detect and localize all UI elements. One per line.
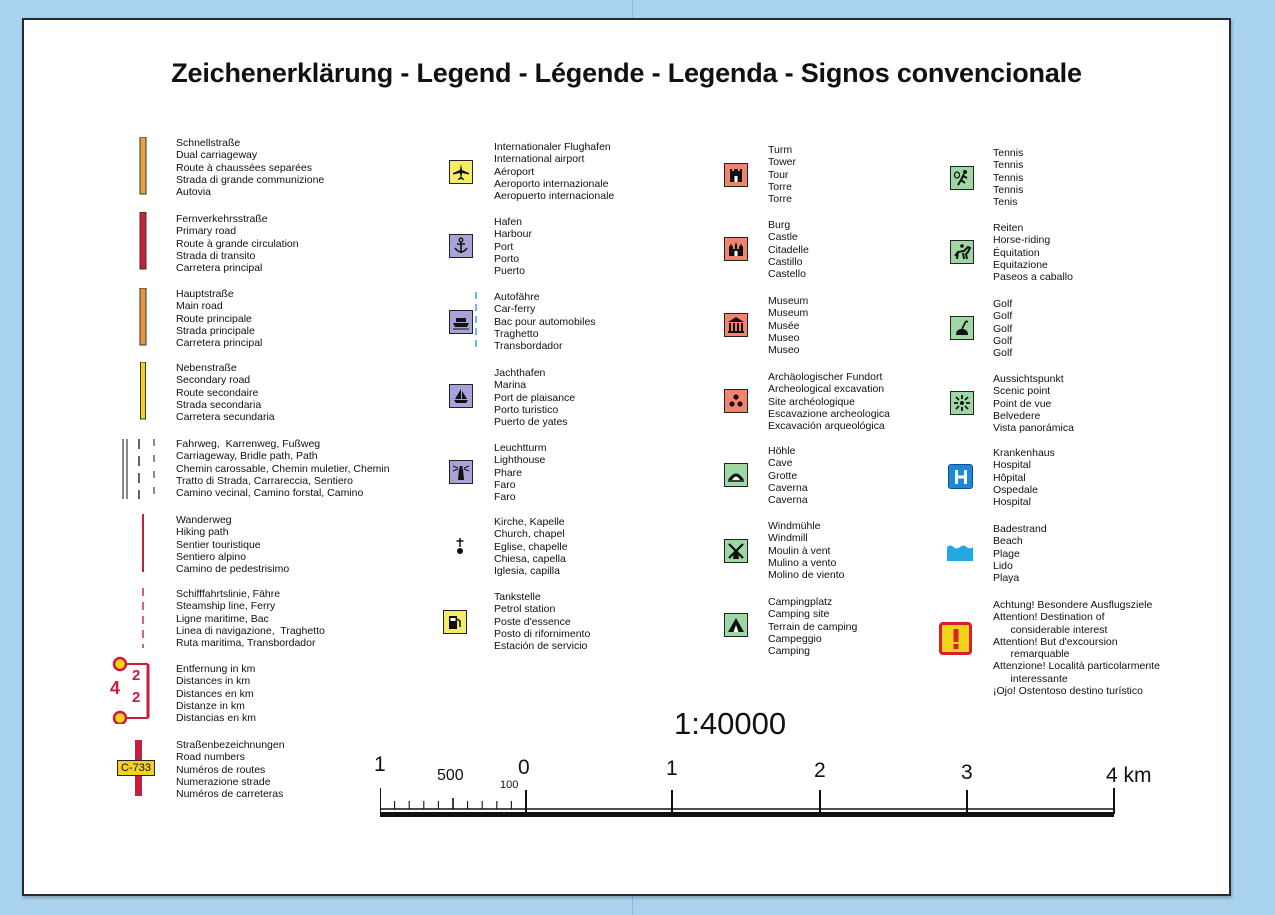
horse-riding-icon xyxy=(950,240,974,264)
col1-entry-text xyxy=(176,739,285,800)
legend-line: Petrol station xyxy=(494,603,556,616)
legend-line: Tennis xyxy=(993,171,1024,184)
legend-line: Golf xyxy=(993,310,1013,323)
legend-line: Distanze in km xyxy=(176,699,245,712)
distance-number: 2 xyxy=(132,689,141,706)
legend-line: Reiten xyxy=(993,222,1024,234)
legend-line: Road numbers xyxy=(176,751,245,764)
legend-line: Musée xyxy=(768,319,800,332)
col2-entry-text xyxy=(494,516,568,577)
legend-line: Numéros de routes xyxy=(176,763,266,776)
scale-label-1: 1 xyxy=(666,757,678,780)
scale-label-3: 3 xyxy=(961,761,973,784)
legend-line: Porto xyxy=(494,252,520,265)
legend-line: Tennis xyxy=(993,183,1024,196)
legend-line: Campeggio xyxy=(768,632,822,645)
col1-entry-text xyxy=(176,137,324,198)
legend-line: Jachthafen xyxy=(494,367,546,379)
car-ferry-icon xyxy=(449,310,473,334)
col4-entry-text xyxy=(993,147,1023,208)
col3-entry-text xyxy=(768,371,890,432)
col1-entry-text xyxy=(176,663,256,724)
legend-line: Windmill xyxy=(768,532,808,545)
legend-line: Hospital xyxy=(993,496,1031,509)
excavation-icon xyxy=(724,389,748,413)
windmill-icon xyxy=(724,539,748,563)
legend-line: Ruta maritima, Transbordador xyxy=(176,637,316,650)
church-icon xyxy=(453,538,467,565)
carriageway-path-symbol xyxy=(118,439,158,504)
legend-sheet xyxy=(22,18,1231,896)
legend-line: Port de plaisance xyxy=(494,391,576,404)
legend-line: Turm xyxy=(768,144,793,156)
legend-line: Torre xyxy=(768,180,792,193)
legend-line: Tennis xyxy=(993,147,1024,159)
legend-line: Hôpital xyxy=(993,471,1026,484)
legend-line: considerable interest xyxy=(993,623,1108,636)
legend-line: Poste d'essence xyxy=(494,615,571,628)
legend-line: Car-ferry xyxy=(494,303,536,316)
distance-number: 4 xyxy=(110,678,121,698)
petrol-pump-icon xyxy=(443,610,467,634)
primary-road-symbol xyxy=(138,212,150,275)
legend-line: Equitazione xyxy=(993,258,1048,271)
scale-bar-graphic xyxy=(380,760,1120,820)
col1-entry-text xyxy=(176,438,390,499)
legend-line: Puerto de yates xyxy=(494,416,568,429)
scale-bar xyxy=(380,760,1120,820)
steamship-line-symbol xyxy=(139,588,149,653)
legend-line: Golf xyxy=(993,298,1013,310)
legend-line: Beach xyxy=(993,535,1023,548)
legend-line: Golf xyxy=(993,347,1013,360)
col1-entry-text xyxy=(176,514,289,575)
anchor-icon xyxy=(449,234,473,258)
legend-line: Terrain de camping xyxy=(768,620,858,633)
legend-line: Aeropuerto internacionale xyxy=(494,190,615,203)
legend-line: Paseos a caballo xyxy=(993,271,1073,284)
legend-line: Tenis xyxy=(993,196,1018,209)
col3-entry-text xyxy=(768,596,857,657)
legend-line: Hiking path xyxy=(176,526,229,539)
col2-entry-text xyxy=(494,367,575,428)
col2-entry-text xyxy=(494,442,547,503)
legend-line: Strada di grande communizione xyxy=(176,173,325,186)
legend-line: Traghetto xyxy=(494,327,539,340)
legend-line: Numéros de carreteras xyxy=(176,788,284,801)
legend-line: Plage xyxy=(993,547,1020,560)
scale-label-left: 1 xyxy=(374,753,386,776)
legend-line: Camping site xyxy=(768,608,830,621)
legend-line: Bac pour automobiles xyxy=(494,315,596,328)
legend-line: Route secondaire xyxy=(176,386,259,399)
attention-icon xyxy=(939,622,972,655)
legend-line: Lido xyxy=(993,559,1013,572)
beach-icon xyxy=(947,541,973,568)
legend-line: Tour xyxy=(768,168,789,181)
legend-line: Schnellstraße xyxy=(176,137,241,149)
col4-entry-text xyxy=(993,599,1160,697)
col3-entry-text xyxy=(768,219,809,280)
legend-line: Linea di navigazione, Traghetto xyxy=(176,624,325,637)
legend-line: Carretera secundaria xyxy=(176,411,275,424)
legend-line: Posto di rifornimento xyxy=(494,627,591,640)
legend-line: remarquable xyxy=(993,648,1070,661)
legend-line: Grotte xyxy=(768,469,798,482)
legend-line: Castle xyxy=(768,231,798,244)
col3-entry-text xyxy=(768,520,844,581)
col2-entry-text xyxy=(494,591,590,652)
legend-line: Carretera principal xyxy=(176,262,263,275)
legend-line: Chemin carossable, Chemin muletier, Chemin xyxy=(176,462,390,475)
legend-line: Équitation xyxy=(993,246,1040,259)
legend-line: Camino vecinal, Camino forstal, Camino xyxy=(176,487,364,500)
legend-line: Church, chapel xyxy=(494,528,565,541)
col1-entry-text xyxy=(176,362,275,423)
legend-line: Strada secondaria xyxy=(176,398,262,411)
legend-line: Caverna xyxy=(768,481,808,494)
scale-label-500: 500 xyxy=(437,767,464,784)
castle-icon xyxy=(724,237,748,261)
legend-line: Vista panorámica xyxy=(993,422,1074,435)
legend-line: Burg xyxy=(768,219,791,231)
legend-line: Harbour xyxy=(494,228,532,241)
legend-line: Dual carriageway xyxy=(176,149,258,162)
legend-line: Cave xyxy=(768,457,793,470)
legend-line: Fernverkehrsstraße xyxy=(176,213,268,225)
legend-line: Aeroporto internazionale xyxy=(494,177,609,190)
col4-entry-text xyxy=(993,222,1073,283)
legend-line: Primary road xyxy=(176,225,237,238)
legend-line: Badestrand xyxy=(993,523,1047,535)
legend-line: Tankstelle xyxy=(494,591,541,603)
legend-line: Museum xyxy=(768,307,809,320)
legend-line: Belvedere xyxy=(993,409,1041,422)
legend-line: Tratto di Strada, Carrareccia, Sentiero xyxy=(176,474,354,487)
legend-line: Distances en km xyxy=(176,687,254,700)
legend-line: Museo xyxy=(768,331,800,344)
distance-number: 2 xyxy=(132,667,141,684)
col1-entry-text xyxy=(176,588,325,649)
legend-line: Carretera principal xyxy=(176,337,263,350)
legend-line: Route à grande circulation xyxy=(176,237,299,250)
col4-entry-text xyxy=(993,373,1074,434)
legend-line: Moulin à vent xyxy=(768,544,831,557)
legend-line: Leuchtturm xyxy=(494,442,547,454)
legend-line: Nebenstraße xyxy=(176,362,237,374)
legend-line: Numerazione strade xyxy=(176,775,271,788)
museum-icon xyxy=(724,313,748,337)
legend-line: Lighthouse xyxy=(494,454,546,467)
legend-line: Camping xyxy=(768,645,811,658)
legend-line: Site archéologique xyxy=(768,395,855,408)
col2-entry-text xyxy=(494,291,596,352)
legend-line: Faro xyxy=(494,478,516,491)
sailboat-icon xyxy=(449,384,473,408)
legend-line: Straßenbezeichnungen xyxy=(176,739,285,751)
legend-title: Zeichenerklärung - Legend - Légende - Legenda - Signos convencionale xyxy=(171,58,1082,88)
legend-line: Internationaler Flughafen xyxy=(494,141,611,153)
col4-entry-text xyxy=(993,523,1047,584)
main-road-symbol xyxy=(138,288,150,351)
col1-entry-text xyxy=(176,213,299,274)
legend-line: Krankenhaus xyxy=(993,447,1055,459)
legend-line: Archäologischer Fundort xyxy=(768,371,883,383)
legend-line: Windmühle xyxy=(768,520,821,532)
col4-entry-text xyxy=(993,447,1055,508)
legend-line: Aussichtspunkt xyxy=(993,373,1064,385)
scale-label-100: 100 xyxy=(500,779,519,791)
legend-line: Campingplatz xyxy=(768,596,833,608)
legend-line: Tower xyxy=(768,156,797,169)
legend-line: ¡Ojo! Ostentoso destino turístico xyxy=(993,685,1143,698)
legend-line: Hafen xyxy=(494,216,523,228)
legend-line: Distancias en km xyxy=(176,712,256,725)
legend-line: Steamship line, Ferry xyxy=(176,600,276,613)
car-ferry-route-line xyxy=(474,292,480,357)
legend-line: Point de vue xyxy=(993,397,1052,410)
legend-line: Playa xyxy=(993,572,1020,585)
col3-entry-text xyxy=(768,445,808,506)
tennis-icon xyxy=(950,166,974,190)
legend-line: Sentiero alpino xyxy=(176,550,247,563)
legend-line: Mulino a vento xyxy=(768,556,837,569)
legend-line: Ligne maritime, Bac xyxy=(176,612,269,625)
legend-line: Marina xyxy=(494,379,527,392)
legend-line: Archeological excavation xyxy=(768,383,885,396)
legend-line: Achtung! Besondere Ausflugsziele xyxy=(993,599,1153,611)
legend-line: Autofähre xyxy=(494,291,540,303)
legend-line: Route à chaussées separées xyxy=(176,161,313,174)
legend-line: Schifffahrtslinie, Fähre xyxy=(176,588,281,600)
golf-icon xyxy=(950,316,974,340)
legend-line: Höhle xyxy=(768,445,796,457)
legend-line: Caverna xyxy=(768,494,808,507)
legend-line: interessante xyxy=(993,672,1068,685)
col3-entry-text xyxy=(768,144,796,205)
legend-line: Strada di transito xyxy=(176,249,256,262)
col2-entry-text xyxy=(494,216,532,277)
tower-icon xyxy=(724,163,748,187)
legend-line: Attention! But d'excoursion xyxy=(993,635,1118,648)
legend-line: Golf xyxy=(993,322,1013,335)
legend-line: Hospital xyxy=(993,459,1031,472)
col1-entry-text xyxy=(176,288,262,349)
legend-line: International airport xyxy=(494,153,585,166)
legend-line: Aéroport xyxy=(494,165,535,178)
legend-line: Strada principale xyxy=(176,324,255,337)
col2-entry-text xyxy=(494,141,614,202)
legend-line: Museo xyxy=(768,344,800,357)
legend-line: Attenzione! Località particolarmente xyxy=(993,660,1160,673)
scale-label-0: 0 xyxy=(518,756,530,779)
legend-line: Golf xyxy=(993,334,1013,347)
legend-line: Museum xyxy=(768,295,809,307)
legend-line: Castello xyxy=(768,268,806,281)
scale-label-2: 2 xyxy=(814,759,826,782)
legend-line: Distances in km xyxy=(176,675,251,688)
legend-line: Porto turistico xyxy=(494,403,559,416)
legend-line: Hauptstraße xyxy=(176,288,234,300)
legend-line: Horse-riding xyxy=(993,234,1051,247)
col4-entry-text xyxy=(993,298,1012,359)
secondary-road-symbol xyxy=(138,362,150,425)
legend-line: Port xyxy=(494,240,514,253)
legend-line: Torre xyxy=(768,193,792,206)
legend-line: Carriageway, Bridle path, Path xyxy=(176,450,318,463)
legend-line: Escavazione archeologica xyxy=(768,407,890,420)
legend-line: Citadelle xyxy=(768,243,809,256)
airplane-icon xyxy=(449,160,473,184)
legend-line: Secondary road xyxy=(176,374,251,387)
legend-line: Main road xyxy=(176,300,223,313)
legend-line: Autovia xyxy=(176,186,212,199)
hospital-icon xyxy=(948,464,973,489)
scale-ratio: 1:40000 xyxy=(674,706,787,741)
legend-line: Molino de viento xyxy=(768,569,845,582)
legend-line: Entfernung in km xyxy=(176,663,256,675)
legend-line: Castillo xyxy=(768,255,803,268)
legend-line: Sentier touristique xyxy=(176,538,261,551)
legend-line: Kirche, Kapelle xyxy=(494,516,565,528)
legend-line: Iglesia, capilla xyxy=(494,565,560,578)
road-number-badge: C-733 xyxy=(117,760,155,776)
col3-entry-text xyxy=(768,295,808,356)
legend-line: Faro xyxy=(494,491,516,504)
lighthouse-icon xyxy=(449,460,473,484)
legend-line: Transbordador xyxy=(494,340,563,353)
legend-line: Puerto xyxy=(494,265,525,278)
scenic-point-icon xyxy=(950,391,974,415)
legend-line: Scenic point xyxy=(993,385,1051,398)
legend-line: Attention! Destination of xyxy=(993,611,1105,624)
legend-line: Route principale xyxy=(176,312,252,325)
legend-line: Eglise, chapelle xyxy=(494,540,568,553)
legend-line: Tennis xyxy=(993,159,1024,172)
legend-line: Wanderweg xyxy=(176,514,232,526)
cave-icon xyxy=(724,463,748,487)
scale-label-4km: 4 km xyxy=(1106,764,1152,787)
legend-line: Ospedale xyxy=(993,483,1038,496)
legend-line: Excavación arqueológica xyxy=(768,420,885,433)
legend-line: Camino de pedestrisimo xyxy=(176,563,290,576)
camping-tent-icon xyxy=(724,613,748,637)
hiking-path-symbol xyxy=(139,514,149,579)
legend-line: Estación de servicio xyxy=(494,640,588,653)
legend-line: Fahrweg, Karrenweg, Fußweg xyxy=(176,438,321,450)
dual-carriageway-symbol xyxy=(138,137,150,200)
legend-line: Chiesa, capella xyxy=(494,552,566,565)
legend-line: Phare xyxy=(494,466,523,479)
